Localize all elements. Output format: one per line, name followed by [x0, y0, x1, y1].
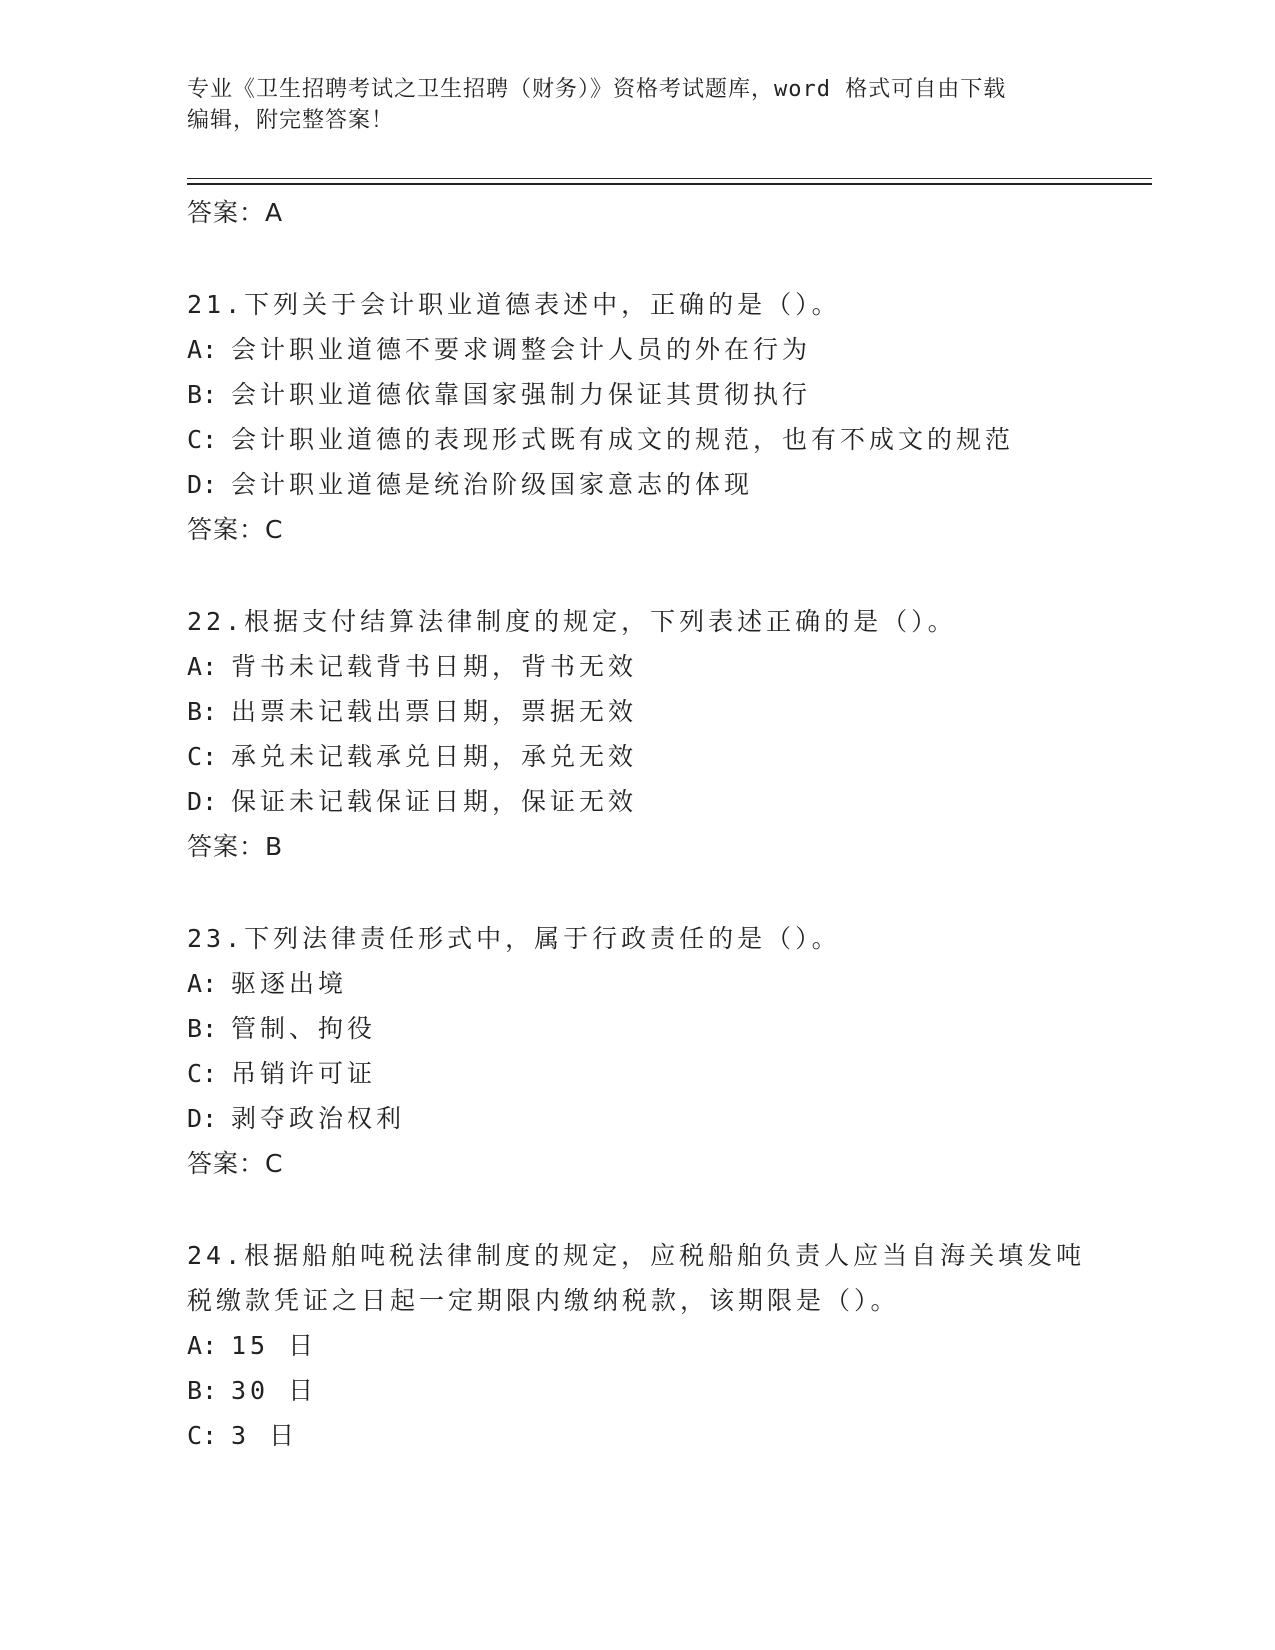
option-letter: C: [187, 425, 218, 454]
option-letter: C: [187, 1421, 218, 1450]
option-a [187, 1323, 1152, 1368]
option-c [187, 417, 1152, 462]
option-text: 会计职业道德是统治阶级国家意志的体现 [231, 470, 754, 499]
option-text: 背书未记载背书日期，背书无效 [231, 652, 638, 681]
option-letter: B: [187, 1376, 218, 1405]
option-letter: A: [187, 969, 218, 998]
option-text: 会计职业道德的表现形式既有成文的规范，也有不成文的规范 [231, 425, 1015, 454]
answer-line: 答案：C [187, 1149, 284, 1178]
option-letter: D: [187, 1104, 218, 1133]
document-header [187, 74, 1067, 136]
option-b [187, 689, 1152, 734]
option-letter: C: [187, 742, 218, 771]
option-text: 会计职业道德不要求调整会计人员的外在行为 [231, 335, 812, 364]
option-letter: B: [187, 697, 218, 726]
option-a [187, 961, 1152, 1006]
answer-line: 答案：C [187, 515, 284, 544]
question-stem: 24.根据船舶吨税法律制度的规定，应税船舶负责人应当自海关填发吨 [187, 1241, 1086, 1270]
option-a [187, 644, 1152, 689]
question-24 [187, 1233, 1152, 1458]
option-d [187, 779, 1152, 824]
header-divider-thick [187, 183, 1152, 185]
question-stem-continued: 税缴款凭证之日起一定期限内缴纳税款，该期限是（）。 [187, 1286, 900, 1315]
option-letter: C: [187, 1059, 218, 1088]
option-text: 吊销许可证 [231, 1059, 377, 1088]
question-stem: 22.根据支付结算法律制度的规定，下列表述正确的是（）。 [187, 607, 957, 636]
option-d [187, 1096, 1152, 1141]
option-text: 出票未记载出票日期，票据无效 [231, 697, 638, 726]
answer-line: 答案：B [187, 832, 284, 861]
option-b [187, 372, 1152, 417]
question-22 [187, 599, 1152, 869]
question-stem: 23.下列法律责任形式中，属于行政责任的是（）。 [187, 924, 841, 953]
option-c [187, 734, 1152, 779]
option-a [187, 327, 1152, 372]
question-stem: 21.下列关于会计职业道德表述中，正确的是（）。 [187, 290, 841, 319]
option-d [187, 462, 1152, 507]
option-b [187, 1006, 1152, 1051]
option-text: 承兑未记载承兑日期，承兑无效 [231, 742, 638, 771]
question-23 [187, 916, 1152, 1186]
header-divider-thin [187, 178, 1152, 179]
option-text: 管制、拘役 [231, 1014, 377, 1043]
option-c [187, 1051, 1152, 1096]
option-text: 会计职业道德依靠国家强制力保证其贯彻执行 [231, 380, 812, 409]
option-text: 30 日 [231, 1376, 318, 1405]
option-letter: A: [187, 335, 218, 364]
question-list [187, 190, 1152, 1458]
option-letter: D: [187, 787, 218, 816]
header-line-1: 专业《卫生招聘考试之卫生招聘（财务）》资格考试题库，word 格式可自由下载 [187, 77, 1007, 102]
option-letter: B: [187, 380, 218, 409]
option-c [187, 1413, 1152, 1458]
option-text: 剥夺政治权利 [231, 1104, 406, 1133]
option-letter: A: [187, 1331, 218, 1360]
option-text: 3 日 [231, 1421, 299, 1450]
option-text: 保证未记载保证日期，保证无效 [231, 787, 638, 816]
option-letter: B: [187, 1014, 218, 1043]
option-b [187, 1368, 1152, 1413]
option-text: 15 日 [231, 1331, 318, 1360]
option-letter: A: [187, 652, 218, 681]
option-letter: D: [187, 470, 218, 499]
option-text: 驱逐出境 [231, 969, 348, 998]
answer-line: 答案：A [187, 198, 284, 227]
question-21 [187, 282, 1152, 552]
header-line-2: 编辑，附完整答案！ [187, 108, 395, 133]
